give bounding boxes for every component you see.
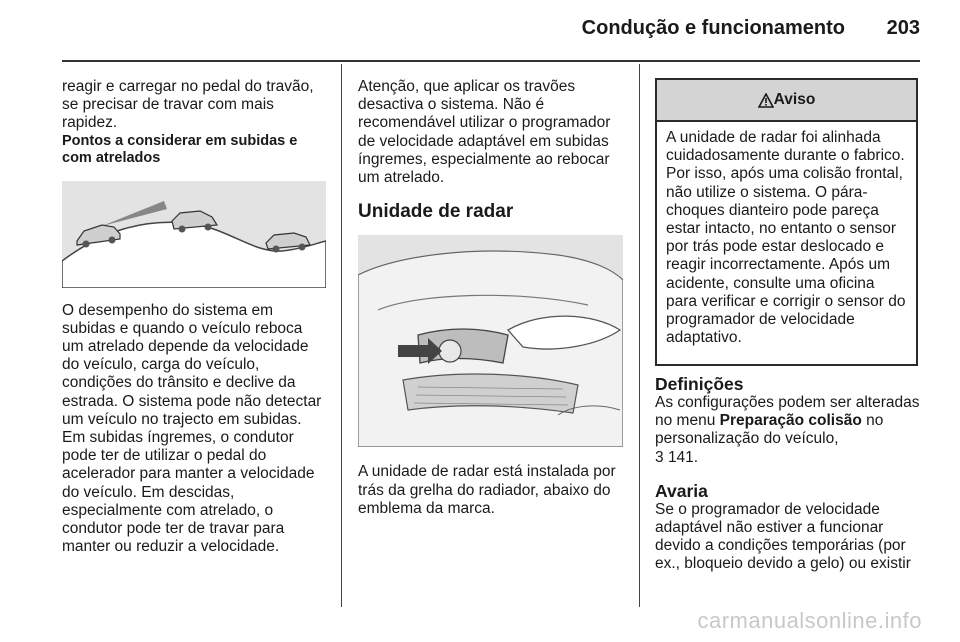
fault-heading: Avaria (655, 480, 708, 501)
definitions-text (655, 394, 920, 467)
radar-unit-heading: Unidade de radar (358, 201, 514, 223)
definitions-text-part1: As configurações podem ser alteradas no menu (655, 394, 920, 430)
column-1 (62, 78, 326, 556)
radar-unit-caption: A unidade de radar está instalada por trás da grelha do radiador, abaixo do emblema da marca. (358, 463, 616, 517)
page-ref-arrow-icon: 3 (655, 448, 664, 466)
fault-text: Se o programador de velocidade adaptável não estiver a funcionar devido a condições temporárias (por ex., bloqueio devido a gelo) ou existir (655, 500, 911, 573)
warning-header (657, 80, 916, 122)
definitions-heading: Definições (655, 374, 744, 394)
definitions-text-part2: no personalização do veículo, (655, 412, 884, 448)
warning-text: A unidade de radar foi alinhada cuidadosamente durante o fabrico. Por isso, após uma colisão frontal, não utilize o sistema. O pára-choques dianteiro pode pareça estar intacto, no entanto o sensor por trás pode estar deslocado e reagir incorrectamente. Após um acidente, consulte uma oficina para verificar e corrigir o sensor do programador de velocidade adaptativo. (666, 129, 906, 347)
column-divider-1 (341, 64, 342, 607)
menu-name-preparacao-colisao: Preparação colisão (719, 412, 862, 430)
column-3-lower (655, 374, 920, 574)
warning-box (655, 78, 918, 366)
hill-cars-icon (62, 181, 326, 288)
warning-triangle-icon (758, 93, 774, 108)
page-number: 203 (886, 17, 920, 39)
col2-paragraph-1: Atenção, que aplicar os travões desactiva o sistema. Não é recomendável utilizar o programador de velocidade adaptável em subidas íngremes, especialmente ao rebocar um atrelado. (358, 78, 611, 187)
page-reference: 141. (667, 448, 699, 466)
col1-paragraph-1: reagir e carregar no pedal do travão, se precisar de travar com mais rapidez. (62, 78, 314, 132)
col1-subheading: Pontos a considerar em subidas e com atrelados (62, 132, 298, 166)
col1-paragraph-2: O desempenho do sistema em subidas e quando o veículo reboca um atrelado depende da velocidade do veículo, carga do veículo, condições do trânsito e declive da estrada. O sistema pode não detectar um veículo no trajecto em subidas. Em subidas íngremes, o condutor pode ter de utilizar o pedal do acelerador para manter a velocidade do veículo. Em descidas, especialmente com atrelado, o condutor pode ter de travar para manter ou reduzir a velocidade. (62, 301, 322, 556)
hill-traffic-illustration (62, 181, 326, 288)
header-divider (62, 60, 920, 62)
car-front-radar-icon (358, 235, 623, 447)
radar-unit-illustration (358, 235, 623, 447)
column-divider-2 (639, 64, 640, 607)
warning-title: Aviso (773, 91, 816, 108)
page-title: Condução e funcionamento (581, 17, 845, 39)
watermark: carmanualsonline.info (697, 608, 922, 633)
column-2 (358, 78, 623, 518)
